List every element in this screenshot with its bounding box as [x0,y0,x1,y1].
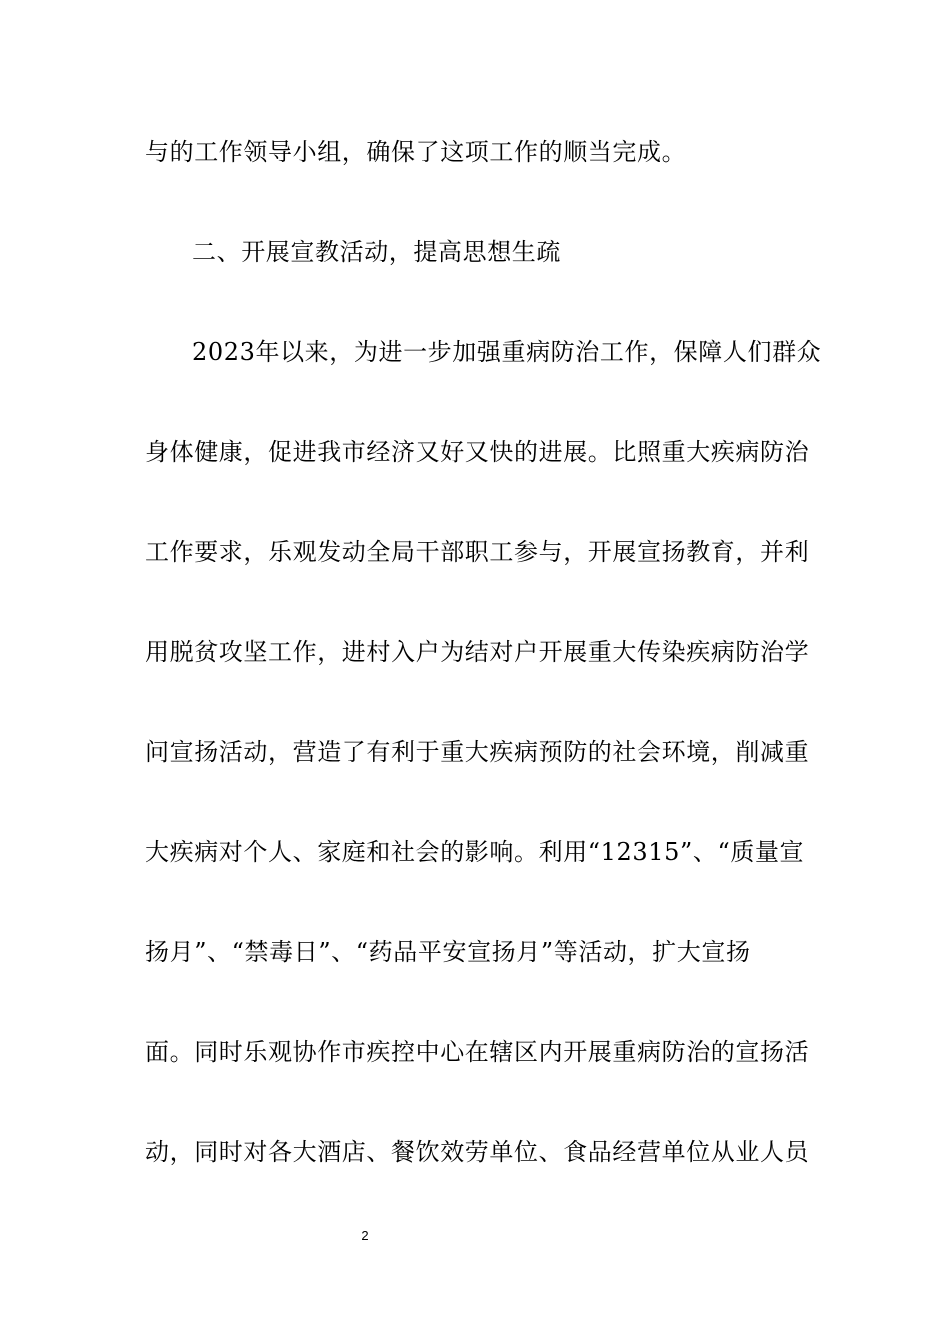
body-text-line: 身体健康，促进我市经济又好又快的进展。比照重大疾病防治 [145,438,810,466]
section-heading: 二、开展宣教活动，提高思想生疏 [192,238,561,266]
body-text-line: 用脱贫攻坚工作，进村入户为结对户开展重大传染疾病防治学 [145,638,810,666]
body-text-line: 大疾病对个人、家庭和社会的影响。利用“12315”、“质量宣 [145,838,805,866]
body-text-line: 工作要求，乐观发动全局干部职工参与，开展宣扬教育，并利 [145,538,810,566]
body-text-line: 扬月”、“禁毒日”、“药品平安宣扬月”等活动，扩大宣扬 [145,938,751,966]
page-number: 2 [361,1228,369,1243]
body-text-line: 动，同时对各大酒店、餐饮效劳单位、食品经营单位从业人员 [145,1138,810,1166]
body-text-line: 与的工作领导小组，确保了这项工作的顺当完成。 [145,138,687,166]
body-text-line: 面。同时乐观协作市疾控中心在辖区内开展重病防治的宣扬活 [145,1038,810,1066]
body-text-line: 2023年以来，为进一步加强重病防治工作，保障人们群众 [192,338,822,366]
body-text-line: 问宣扬活动，营造了有利于重大疾病预防的社会环境，削减重 [145,738,810,766]
